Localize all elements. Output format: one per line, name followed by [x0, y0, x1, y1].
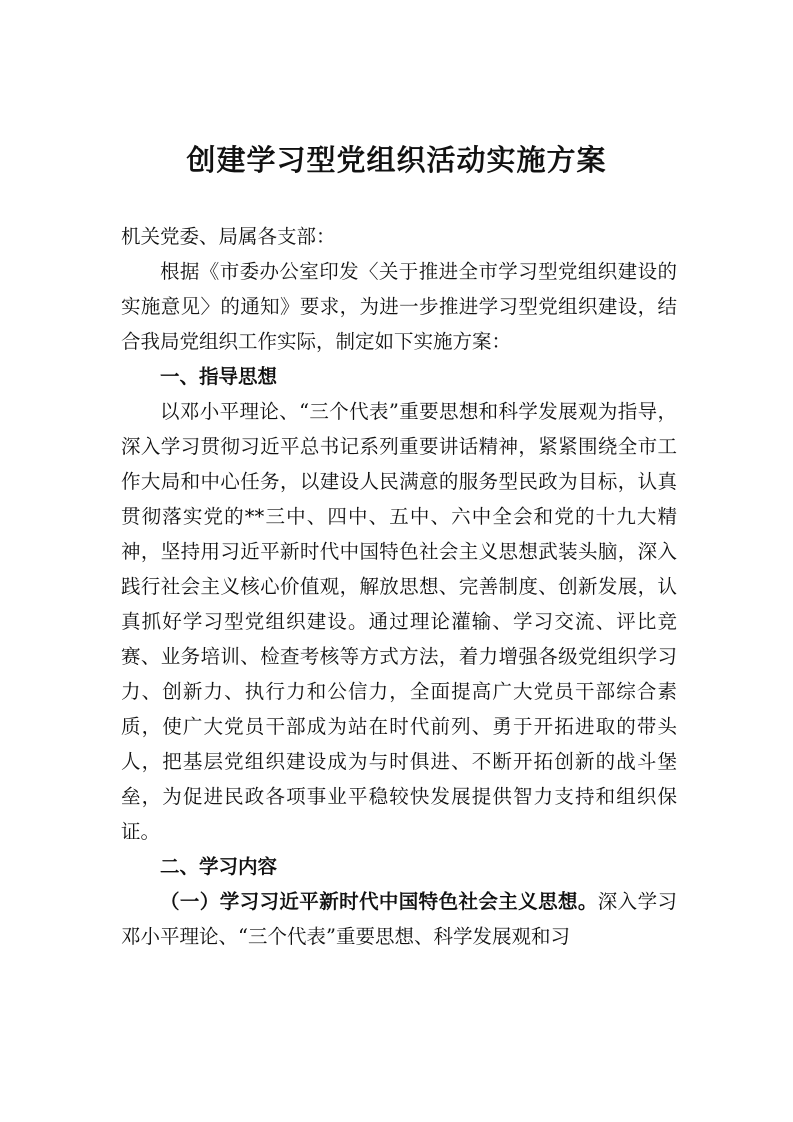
intro-paragraph: 根据《市委办公室印发〈关于推进全市学习型党组织建设的实施意见〉的通知》要求，为进一步推进学习型党组织建设，结合我局党组织工作实际，制定如下实施方案： [121, 260, 677, 353]
document-body [121, 219, 677, 954]
guiding-ideology-paragraph: 以邓小平理论、“三个代表”重要思想和科学发展观为指导，深入学习贯彻习近平总书记系列重要讲话精神，紧紧围绕全市工作大局和中心任务，以建设人民满意的服务型民政为目标，认真贯彻落实党的**三中、四中、五中、六中全会和党的十九大精神，坚持用习近平新时代中国特色社会主义思想武装头脑，深入践行社会主义核心价值观，解放思想、完善制度、创新发展，认真抓好学习型党组织建设。通过理论灌输、学习交流、评比竞赛、业务培训、检查考核等方式方法，着力增强各级党组织学习力、创新力、执行力和公信力，全面提高广大党员干部综合素质，使广大党员干部成为站在时代前列、勇于开拓进取的带头人，把基层党组织建设成为与时俱进、不断开拓创新的战斗堡垒，为促进民政各项事业平稳较快发展提供智力支持和组织保证。 [121, 400, 677, 843]
study-subheading: （一）学习习近平新时代中国特色社会主义思想。 [160, 890, 598, 913]
study-content-paragraph [121, 884, 677, 954]
section-heading-study-content: 二、学习内容 [160, 855, 278, 878]
study-paragraph-text: 深入学习邓小平理论、“三个代表”重要思想、科学发展观和习 [121, 890, 677, 948]
salutation: 机关党委、局属各支部： [121, 225, 336, 248]
document-title: 创建学习型党组织活动实施方案 [186, 143, 607, 177]
section-heading-guiding-ideology: 一、指导思想 [160, 365, 278, 388]
